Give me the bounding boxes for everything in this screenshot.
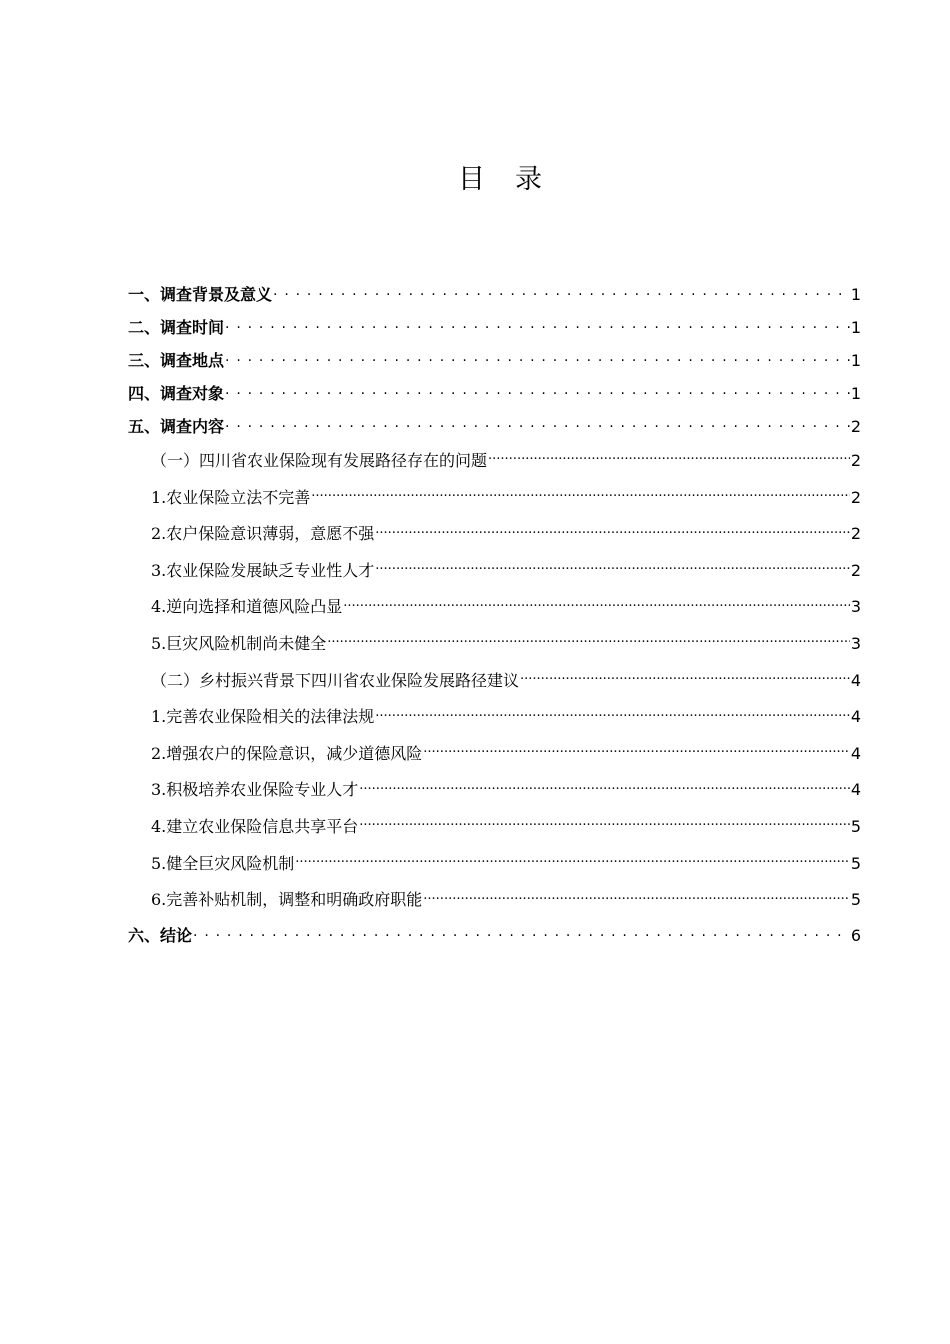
toc-entry[interactable] xyxy=(128,919,861,952)
toc-dot-leader xyxy=(423,743,850,759)
toc-entry-title: 1.完善农业保险相关的法律法规 xyxy=(151,707,375,727)
page-title xyxy=(0,160,950,200)
toc-page-number: 1 xyxy=(850,318,861,337)
toc-entry-title: 2.增强农户的保险意识，减少道德风险 xyxy=(151,743,423,763)
toc-entry-title: 5.巨灾风险机制尚未健全 xyxy=(151,633,327,653)
toc-page-number: 4 xyxy=(850,780,861,800)
toc-page-number: 2 xyxy=(850,524,861,544)
toc-entry[interactable] xyxy=(128,410,861,443)
toc-dot-leader xyxy=(193,925,850,941)
toc-subentry[interactable] xyxy=(128,480,861,517)
toc-entry-title: 1.农业保险立法不完善 xyxy=(151,487,311,507)
toc-page-number: 2 xyxy=(850,560,861,580)
toc-dot-leader xyxy=(520,670,850,686)
toc-entry-title: 2.农户保险意识薄弱，意愿不强 xyxy=(151,524,375,544)
toc-dot-leader xyxy=(343,596,850,612)
toc-subentry[interactable] xyxy=(128,882,861,919)
toc-dot-leader xyxy=(359,816,850,832)
toc-page-number: 2 xyxy=(850,417,861,436)
toc-dot-leader xyxy=(295,853,850,869)
toc-dot-leader xyxy=(225,317,850,333)
title-char-1: 目 xyxy=(458,164,485,195)
toc-dot-leader xyxy=(225,416,850,432)
toc-subentry[interactable] xyxy=(128,663,861,700)
toc-entry[interactable] xyxy=(128,377,861,410)
toc-entry-title: 4.建立农业保险信息共享平台 xyxy=(151,816,359,836)
toc-dot-leader xyxy=(327,633,850,649)
toc-dot-leader xyxy=(273,284,850,300)
toc-entry-title: 一、调查背景及意义 xyxy=(128,285,273,304)
toc-page-number: 4 xyxy=(850,707,861,727)
toc-entry[interactable] xyxy=(128,344,861,377)
toc-page-number: 1 xyxy=(850,384,861,403)
title-char-2: 录 xyxy=(515,164,542,195)
toc-entry-title: 3.农业保险发展缺乏专业性人才 xyxy=(151,560,375,580)
toc-subentry[interactable] xyxy=(128,772,861,809)
toc-entry-title: 3.积极培养农业保险专业人才 xyxy=(151,780,359,800)
toc-page-number: 6 xyxy=(850,925,861,945)
toc-page-number: 3 xyxy=(850,597,861,617)
toc-entry-title: 6.完善补贴机制，调整和明确政府职能 xyxy=(151,890,423,910)
toc-page-number: 2 xyxy=(850,487,861,507)
toc-entry-title: 4.逆向选择和道德风险凸显 xyxy=(151,597,343,617)
toc-subentry[interactable] xyxy=(128,699,861,736)
toc-entry-title: （二）乡村振兴背景下四川省农业保险发展路径建议 xyxy=(151,670,520,690)
toc-entry[interactable] xyxy=(128,278,861,311)
toc-entry-title: （一）四川省农业保险现有发展路径存在的问题 xyxy=(151,451,488,470)
toc-page-number: 5 xyxy=(850,816,861,836)
toc-subentry[interactable] xyxy=(128,516,861,553)
toc-subentry[interactable] xyxy=(128,846,861,883)
toc-dot-leader xyxy=(375,523,850,539)
toc-page-number: 2 xyxy=(850,451,861,470)
toc-page-number: 3 xyxy=(850,633,861,653)
toc-page-number: 5 xyxy=(850,890,861,910)
toc-subentry[interactable] xyxy=(128,589,861,626)
toc-entry-title: 六、结论 xyxy=(128,925,193,945)
toc-subentry[interactable] xyxy=(128,809,861,846)
toc-entry[interactable] xyxy=(128,311,861,344)
toc-dot-leader xyxy=(225,350,850,366)
toc-dot-leader xyxy=(488,450,850,466)
toc-page-number: 1 xyxy=(850,285,861,304)
toc-subentry[interactable] xyxy=(128,443,861,480)
toc-page-number: 4 xyxy=(850,670,861,690)
toc-subentry[interactable] xyxy=(128,553,861,590)
toc-page-number: 4 xyxy=(850,743,861,763)
toc-page-number: 5 xyxy=(850,853,861,873)
toc-dot-leader xyxy=(311,487,850,503)
toc-subentry[interactable] xyxy=(128,626,861,663)
toc-dot-leader xyxy=(359,779,850,795)
toc-entry-title: 三、调查地点 xyxy=(128,351,225,370)
toc-subentry[interactable] xyxy=(128,736,861,773)
toc-dot-leader xyxy=(375,560,850,576)
toc-entry-title: 5.健全巨灾风险机制 xyxy=(151,853,295,873)
table-of-contents xyxy=(128,278,861,952)
toc-entry-title: 五、调查内容 xyxy=(128,417,225,436)
toc-entry-title: 二、调查时间 xyxy=(128,318,225,337)
toc-dot-leader xyxy=(225,383,850,399)
toc-dot-leader xyxy=(375,706,850,722)
toc-page-number: 1 xyxy=(850,351,861,370)
toc-dot-leader xyxy=(423,889,850,905)
toc-entry-title: 四、调查对象 xyxy=(128,384,225,403)
